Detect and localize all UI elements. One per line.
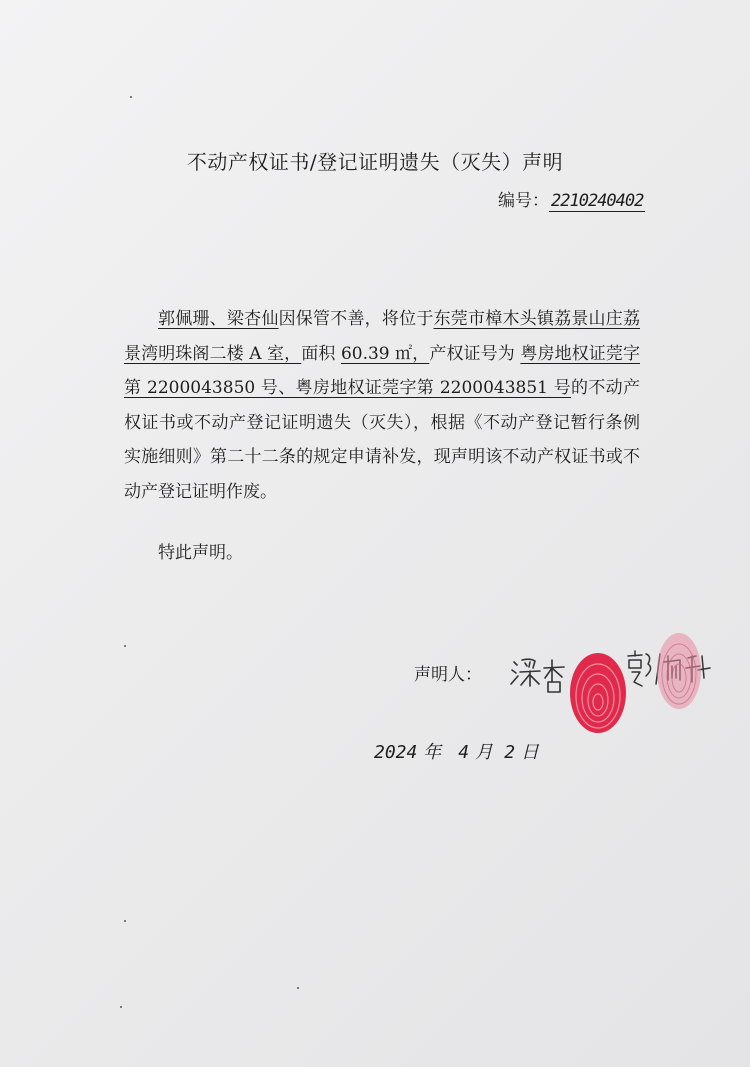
signing-date xyxy=(374,738,539,764)
property-address: 东莞市樟木头镇荔景山庄荔景湾明珠阁二楼 A 室， xyxy=(124,309,641,364)
date-year: 2024 xyxy=(374,742,418,763)
body-text-1: 因保管不善，将位于 xyxy=(278,309,434,329)
scan-speck xyxy=(124,920,126,922)
body-text-3: 产权证号为 xyxy=(429,343,521,364)
body-text-4: 的不动产权证书或不动产登记证明遗失（灭失），根据《不动产登记暂行条例实施细则》第二十二条的规定申请补发，现声明该不动产权证书或不动产登记证明作废。 xyxy=(124,378,641,502)
statement-body xyxy=(124,302,640,509)
scan-speck xyxy=(124,645,126,647)
serial-number-row xyxy=(498,186,645,211)
body-text-2: 面积 xyxy=(301,343,341,364)
fingerprint-pink-icon xyxy=(654,630,704,712)
scan-speck xyxy=(130,96,132,98)
serial-label: 编号： xyxy=(498,191,549,211)
scan-speck xyxy=(120,1006,122,1008)
closing-statement: 特此声明。 xyxy=(158,543,243,563)
declarant-label: 声明人： xyxy=(414,665,482,685)
date-month-unit: 月 xyxy=(474,742,493,763)
scan-speck xyxy=(297,987,299,989)
document-title: 不动产权证书/登记证明遗失（灭失）声明 xyxy=(186,150,564,174)
date-year-unit: 年 xyxy=(423,742,442,763)
property-area: 60.39 ㎡， xyxy=(340,343,430,364)
serial-number: 2210240402 xyxy=(551,191,644,211)
date-day: 2 xyxy=(504,742,516,763)
fingerprint-red-icon xyxy=(566,650,630,736)
owner-names: 郭佩珊、梁杏仙 xyxy=(158,309,279,329)
date-month: 4 xyxy=(458,742,470,763)
date-day-unit: 日 xyxy=(520,742,539,763)
certificate-numbers: 粤房地权证莞字第 2200043850 号、粤房地权证莞字第 2200043851 号 xyxy=(124,343,640,398)
